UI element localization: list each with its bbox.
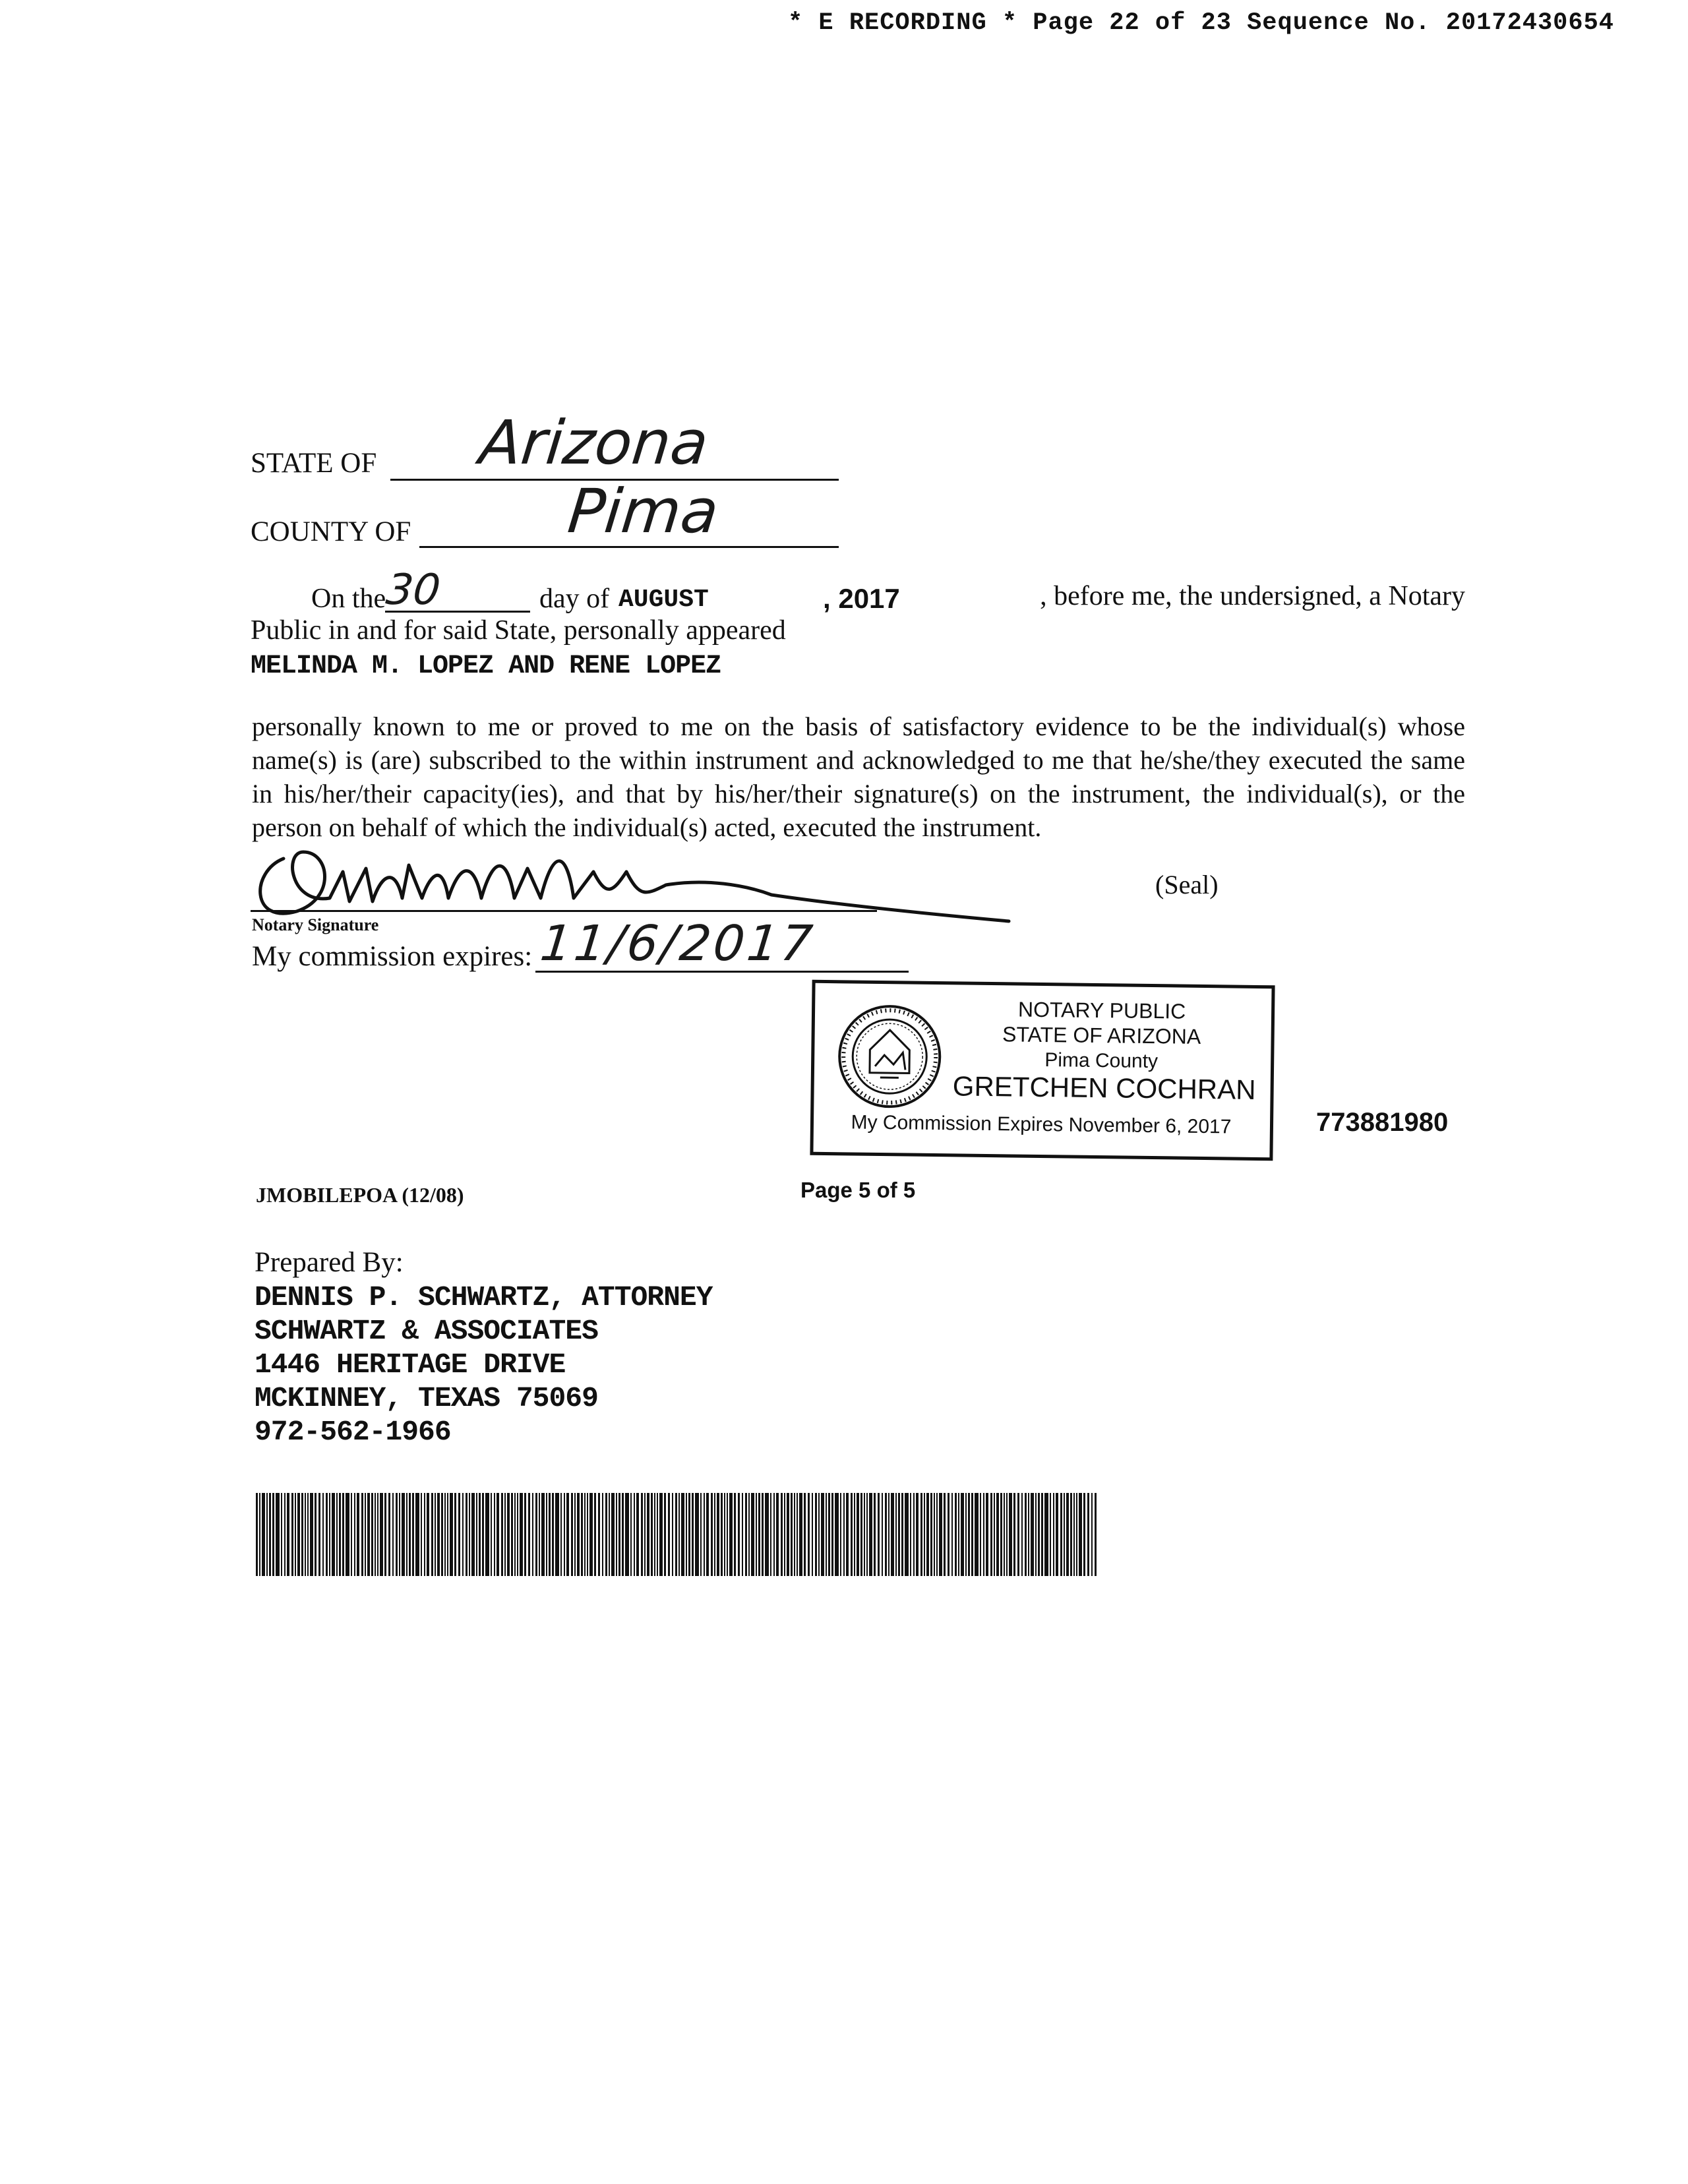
barcode-bar xyxy=(651,1493,653,1576)
barcode-bar xyxy=(951,1493,953,1576)
barcode-bar xyxy=(384,1493,386,1576)
barcode-bar xyxy=(955,1493,957,1576)
barcode-bar xyxy=(276,1493,280,1576)
barcode-bar xyxy=(854,1493,855,1576)
barcode-bar xyxy=(357,1493,359,1576)
barcode-bar xyxy=(724,1493,725,1576)
barcode-bar xyxy=(636,1493,639,1576)
barcode-bar xyxy=(846,1493,849,1576)
barcode-bar xyxy=(574,1493,576,1576)
barcode-bar xyxy=(1070,1493,1072,1576)
barcode-bar xyxy=(895,1493,897,1576)
barcode-bar xyxy=(485,1493,489,1576)
month-value: AUGUST xyxy=(618,586,709,614)
barcode-bar xyxy=(756,1493,757,1576)
barcode-bar xyxy=(1050,1493,1051,1576)
barcode-bar xyxy=(587,1493,588,1576)
county-label: COUNTY OF xyxy=(251,516,411,547)
barcode-bar xyxy=(784,1493,785,1576)
barcode-bar xyxy=(281,1493,282,1576)
barcode-bar xyxy=(770,1493,771,1576)
barcode-bar xyxy=(975,1493,979,1576)
barcode-bar xyxy=(332,1493,335,1576)
barcode-bar xyxy=(675,1493,677,1576)
barcode-bar xyxy=(654,1493,655,1576)
stamp-line-county: Pima County xyxy=(1044,1049,1159,1073)
barcode-bar xyxy=(891,1493,894,1576)
barcode-bar xyxy=(375,1493,376,1576)
barcode-bar xyxy=(616,1493,617,1576)
barcode-bar xyxy=(1025,1493,1027,1576)
barcode-bar xyxy=(409,1493,411,1576)
barcode-bar xyxy=(898,1493,900,1576)
barcode-bar xyxy=(450,1493,453,1576)
recording-header: * E RECORDING * Page 22 of 23 Sequence No. 20172430654 xyxy=(788,9,1614,37)
barcode-bar xyxy=(305,1493,306,1576)
commission-expires-label: My commission expires: xyxy=(252,941,533,972)
barcode-bar xyxy=(968,1493,970,1576)
barcode-bar xyxy=(466,1493,467,1576)
page-number: Page 5 of 5 xyxy=(800,1178,916,1202)
barcode-bar xyxy=(424,1493,425,1576)
commission-handwritten-value: 11/6/2017 xyxy=(537,915,818,972)
barcode-bar xyxy=(367,1493,370,1576)
stamp-line-notary-public: NOTARY PUBLIC xyxy=(1017,997,1186,1023)
barcode-bar xyxy=(678,1493,680,1576)
barcode-bar xyxy=(990,1493,992,1576)
barcode-bar xyxy=(815,1493,817,1576)
barcode-bar xyxy=(1044,1493,1048,1576)
barcode-bar xyxy=(482,1493,484,1576)
barcode-bar xyxy=(1087,1493,1089,1576)
barcode-bar xyxy=(776,1493,779,1576)
barcode-bar xyxy=(812,1493,813,1576)
barcode-bar xyxy=(727,1493,728,1576)
barcode-bar xyxy=(851,1493,853,1576)
barcode-bar xyxy=(272,1493,274,1576)
barcode-bar xyxy=(1004,1493,1005,1576)
barcode-bar xyxy=(686,1493,687,1576)
barcode-bar xyxy=(535,1493,537,1576)
barcode-bar xyxy=(336,1493,338,1576)
barcode-bar xyxy=(700,1493,702,1576)
barcode-bar xyxy=(329,1493,330,1576)
barcode-bar xyxy=(581,1493,583,1576)
document-number: 773881980 xyxy=(1316,1108,1449,1137)
barcode-bar xyxy=(1066,1493,1069,1576)
barcode-bar xyxy=(641,1493,643,1576)
barcode-bar xyxy=(840,1493,841,1576)
seal-label: (Seal) xyxy=(1155,870,1219,899)
barcode-bar xyxy=(828,1493,830,1576)
barcode-bar xyxy=(454,1493,456,1576)
barcode-bar xyxy=(295,1493,296,1576)
barcode-bar xyxy=(315,1493,316,1576)
barcode-bar xyxy=(948,1493,950,1576)
barcode-bar xyxy=(609,1493,610,1576)
barcode-bar xyxy=(882,1493,883,1576)
prepared-by-line: DENNIS P. SCHWARTZ, ATTORNEY xyxy=(255,1281,713,1314)
barcode-bar xyxy=(520,1493,523,1576)
notary-signature-label: Notary Signature xyxy=(252,915,379,934)
barcode-bar xyxy=(380,1493,383,1576)
barcode-bar xyxy=(589,1493,593,1576)
state-seal-icon xyxy=(836,1003,943,1110)
barcode-bar xyxy=(444,1493,446,1576)
barcode-bar xyxy=(388,1493,390,1576)
barcode xyxy=(256,1493,1102,1576)
barcode-bar xyxy=(1091,1493,1093,1576)
barcode-bar xyxy=(532,1493,533,1576)
barcode-bar xyxy=(874,1493,876,1576)
on-the-label: On the xyxy=(311,584,386,614)
barcode-bar xyxy=(1000,1493,1002,1576)
barcode-bar xyxy=(885,1493,887,1576)
barcode-bar xyxy=(821,1493,824,1576)
barcode-bar xyxy=(729,1493,733,1576)
barcode-bar xyxy=(566,1493,569,1576)
day-underline xyxy=(385,611,530,613)
barcode-bar xyxy=(291,1493,293,1576)
barcode-bar xyxy=(458,1493,460,1576)
prepared-by-line: 972-562-1966 xyxy=(255,1416,451,1448)
barcode-bar xyxy=(704,1493,705,1576)
barcode-bar xyxy=(322,1493,324,1576)
barcode-bar xyxy=(983,1493,984,1576)
barcode-bar xyxy=(644,1493,646,1576)
barcode-bar xyxy=(462,1493,464,1576)
barcode-bar xyxy=(1095,1493,1097,1576)
barcode-bar xyxy=(602,1493,603,1576)
barcode-bar xyxy=(1038,1493,1040,1576)
barcode-bar xyxy=(514,1493,516,1576)
barcode-bar xyxy=(361,1493,363,1576)
barcode-bar xyxy=(936,1493,938,1576)
barcode-bar xyxy=(307,1493,309,1576)
barcode-bar xyxy=(965,1493,967,1576)
barcode-bar xyxy=(541,1493,545,1576)
barcode-bar xyxy=(888,1493,889,1576)
barcode-bar xyxy=(326,1493,328,1576)
barcode-bar xyxy=(377,1493,378,1576)
barcode-bar xyxy=(1076,1493,1077,1576)
barcode-bar xyxy=(549,1493,551,1576)
barcode-bar xyxy=(1028,1493,1029,1576)
barcode-bar xyxy=(657,1493,658,1576)
barcode-bar xyxy=(971,1493,973,1576)
barcode-bar xyxy=(745,1493,747,1576)
barcode-bar xyxy=(284,1493,286,1576)
barcode-bar xyxy=(986,1493,988,1576)
barcode-bar xyxy=(269,1493,271,1576)
barcode-bar xyxy=(901,1493,903,1576)
barcode-bar xyxy=(431,1493,433,1576)
barcode-bar xyxy=(659,1493,663,1576)
barcode-bar xyxy=(808,1493,810,1576)
prepared-by-line: SCHWARTZ & ASSOCIATES xyxy=(255,1315,598,1347)
prepared-by-label: Prepared By: xyxy=(255,1247,404,1278)
barcode-bar xyxy=(491,1493,492,1576)
barcode-bar xyxy=(688,1493,690,1576)
barcode-bar xyxy=(507,1493,510,1576)
barcode-bar xyxy=(427,1493,429,1576)
barcode-bar xyxy=(339,1493,341,1576)
barcode-bar xyxy=(1009,1493,1012,1576)
barcode-bar xyxy=(1083,1493,1085,1576)
barcode-bar xyxy=(310,1493,313,1576)
stamp-commission-expires: My Commission Expires November 6, 2017 xyxy=(851,1111,1232,1138)
barcode-bar xyxy=(791,1493,793,1576)
barcode-bar xyxy=(511,1493,513,1576)
acknowledgment-body: personally known to me or proved to me on the basis of satisfactory evidence to be the individual(s) whose name(s) is (are) subscribed to the within instrument and acknowledged to me that he/she/they executed the same in his/her/their capacity(ies), and that by his/her/their signature(s) on the instrument, the individual(s), or the person on behalf of which the individual(s) acted, executed the instrument. xyxy=(252,712,1465,842)
county-handwritten-value: Pima xyxy=(564,476,722,547)
barcode-bar xyxy=(622,1493,624,1576)
barcode-bar xyxy=(546,1493,547,1576)
barcode-bar xyxy=(634,1493,635,1576)
barcode-bar xyxy=(365,1493,366,1576)
barcode-bar xyxy=(905,1493,909,1576)
barcode-bar xyxy=(441,1493,443,1576)
barcode-bar xyxy=(447,1493,448,1576)
day-handwritten-value: 30 xyxy=(384,566,443,615)
barcode-bar xyxy=(318,1493,320,1576)
barcode-bar xyxy=(266,1493,268,1576)
barcode-bar xyxy=(256,1493,258,1576)
barcode-bar xyxy=(695,1493,699,1576)
barcode-bar xyxy=(738,1493,740,1576)
barcode-bar xyxy=(1021,1493,1023,1576)
barcode-bar xyxy=(415,1493,419,1576)
appeared-names: MELINDA M. LOPEZ AND RENE LOPEZ xyxy=(251,652,721,681)
barcode-bar xyxy=(804,1493,806,1576)
barcode-bar xyxy=(797,1493,798,1576)
barcode-bar xyxy=(1073,1493,1075,1576)
prepared-by-line: MCKINNEY, TEXAS 75069 xyxy=(255,1382,598,1414)
barcode-bar xyxy=(421,1493,422,1576)
barcode-bar xyxy=(924,1493,925,1576)
barcode-bar xyxy=(920,1493,922,1576)
barcode-bar xyxy=(717,1493,719,1576)
before-me-text: , before me, the undersigned, a Notary xyxy=(1040,581,1465,611)
barcode-bar xyxy=(497,1493,499,1576)
barcode-bar xyxy=(1079,1493,1082,1576)
barcode-bar xyxy=(748,1493,750,1576)
barcode-bar xyxy=(501,1493,503,1576)
barcode-bar xyxy=(259,1493,260,1576)
barcode-bar xyxy=(668,1493,670,1576)
barcode-bar xyxy=(781,1493,783,1576)
barcode-bar xyxy=(926,1493,929,1576)
barcode-bar xyxy=(647,1493,649,1576)
barcode-bar xyxy=(371,1493,373,1576)
barcode-bar xyxy=(528,1493,530,1576)
barcode-bar xyxy=(857,1493,859,1576)
barcode-bar xyxy=(539,1493,540,1576)
barcode-bar xyxy=(287,1493,289,1576)
barcode-bar xyxy=(618,1493,620,1576)
barcode-bar xyxy=(664,1493,666,1576)
barcode-bar xyxy=(787,1493,789,1576)
barcode-bar xyxy=(860,1493,862,1576)
barcode-bar xyxy=(762,1493,764,1576)
barcode-bar xyxy=(469,1493,470,1576)
barcode-bar xyxy=(571,1493,573,1576)
barcode-bar xyxy=(406,1493,407,1576)
barcode-bar xyxy=(994,1493,995,1576)
barcode-bar xyxy=(471,1493,475,1576)
stamp-line-state: STATE OF ARIZONA xyxy=(1002,1022,1201,1048)
barcode-bar xyxy=(930,1493,932,1576)
barcode-bar xyxy=(605,1493,607,1576)
barcode-bar xyxy=(672,1493,673,1576)
barcode-bar xyxy=(934,1493,935,1576)
barcode-bar xyxy=(517,1493,518,1576)
barcode-bar xyxy=(773,1493,775,1576)
barcode-bar xyxy=(692,1493,694,1576)
barcode-bar xyxy=(524,1493,526,1576)
barcode-bar xyxy=(944,1493,946,1576)
barcode-bar xyxy=(939,1493,942,1576)
barcode-bar xyxy=(598,1493,600,1576)
barcode-bar xyxy=(742,1493,743,1576)
barcode-bar xyxy=(630,1493,632,1576)
barcode-bar xyxy=(711,1493,713,1576)
barcode-bar xyxy=(504,1493,506,1576)
barcode-bar xyxy=(577,1493,580,1576)
barcode-bar xyxy=(826,1493,827,1576)
barcode-bar xyxy=(751,1493,754,1576)
barcode-bar xyxy=(681,1493,684,1576)
barcode-bar xyxy=(1056,1493,1058,1576)
barcode-bar xyxy=(843,1493,845,1576)
barcode-bar xyxy=(758,1493,760,1576)
notary-stamp xyxy=(810,980,1275,1161)
barcode-bar xyxy=(910,1493,911,1576)
barcode-bar xyxy=(706,1493,709,1576)
barcode-bar xyxy=(916,1493,919,1576)
barcode-bar xyxy=(564,1493,565,1576)
barcode-bar xyxy=(1017,1493,1019,1576)
barcode-bar xyxy=(1041,1493,1043,1576)
barcode-bar xyxy=(435,1493,436,1576)
barcode-bar xyxy=(479,1493,481,1576)
barcode-bar xyxy=(402,1493,405,1576)
barcode-bar xyxy=(878,1493,880,1576)
barcode-bar xyxy=(262,1493,265,1576)
prepared-by-line: 1446 HERITAGE DRIVE xyxy=(255,1349,566,1381)
barcode-bar xyxy=(560,1493,562,1576)
barcode-bar xyxy=(342,1493,344,1576)
state-label: STATE OF xyxy=(251,448,377,479)
barcode-bar xyxy=(831,1493,833,1576)
barcode-bar xyxy=(1013,1493,1015,1576)
barcode-bar xyxy=(1031,1493,1034,1576)
barcode-bar xyxy=(354,1493,355,1576)
barcode-bar xyxy=(980,1493,981,1576)
barcode-bar xyxy=(625,1493,629,1576)
barcode-bar xyxy=(714,1493,715,1576)
barcode-bar xyxy=(412,1493,414,1576)
barcode-bar xyxy=(765,1493,769,1576)
barcode-bar xyxy=(351,1493,352,1576)
barcode-bar xyxy=(864,1493,865,1576)
barcode-bar xyxy=(869,1493,872,1576)
barcode-bar xyxy=(913,1493,915,1576)
barcode-bar xyxy=(1060,1493,1062,1576)
barcode-bar xyxy=(794,1493,795,1576)
barcode-bar xyxy=(1035,1493,1037,1576)
barcode-bar xyxy=(799,1493,802,1576)
barcode-bar xyxy=(958,1493,959,1576)
barcode-bar xyxy=(399,1493,400,1576)
barcode-bar xyxy=(552,1493,554,1576)
state-handwritten-value: Arizona xyxy=(476,408,712,478)
barcode-bar xyxy=(494,1493,495,1576)
barcode-bar xyxy=(721,1493,723,1576)
year-value: , 2017 xyxy=(823,583,900,614)
stamp-notary-name: GRETCHEN COCHRAN xyxy=(952,1070,1256,1105)
barcode-bar xyxy=(584,1493,586,1576)
barcode-bar xyxy=(346,1493,349,1576)
signature-underline xyxy=(251,910,877,912)
barcode-bar xyxy=(437,1493,440,1576)
barcode-bar xyxy=(594,1493,596,1576)
barcode-bar xyxy=(1064,1493,1065,1576)
barcode-bar xyxy=(392,1493,394,1576)
barcode-bar xyxy=(611,1493,615,1576)
barcode-bar xyxy=(996,1493,999,1576)
barcode-bar xyxy=(301,1493,303,1576)
barcode-bar xyxy=(476,1493,477,1576)
barcode-bar xyxy=(866,1493,868,1576)
barcode-bar xyxy=(1053,1493,1054,1576)
barcode-bar xyxy=(1006,1493,1008,1576)
prepared-by-block xyxy=(255,1281,713,1449)
public-line-text: Public in and for said State, personally appeared xyxy=(251,615,786,646)
barcode-bar xyxy=(555,1493,559,1576)
day-of-label: day of xyxy=(539,584,610,614)
barcode-bar xyxy=(396,1493,398,1576)
barcode-bar xyxy=(961,1493,964,1576)
barcode-bar xyxy=(835,1493,839,1576)
barcode-bar xyxy=(297,1493,300,1576)
barcode-bar xyxy=(818,1493,820,1576)
barcode-bar xyxy=(734,1493,736,1576)
form-id: JMOBILEPOA (12/08) xyxy=(256,1183,464,1207)
